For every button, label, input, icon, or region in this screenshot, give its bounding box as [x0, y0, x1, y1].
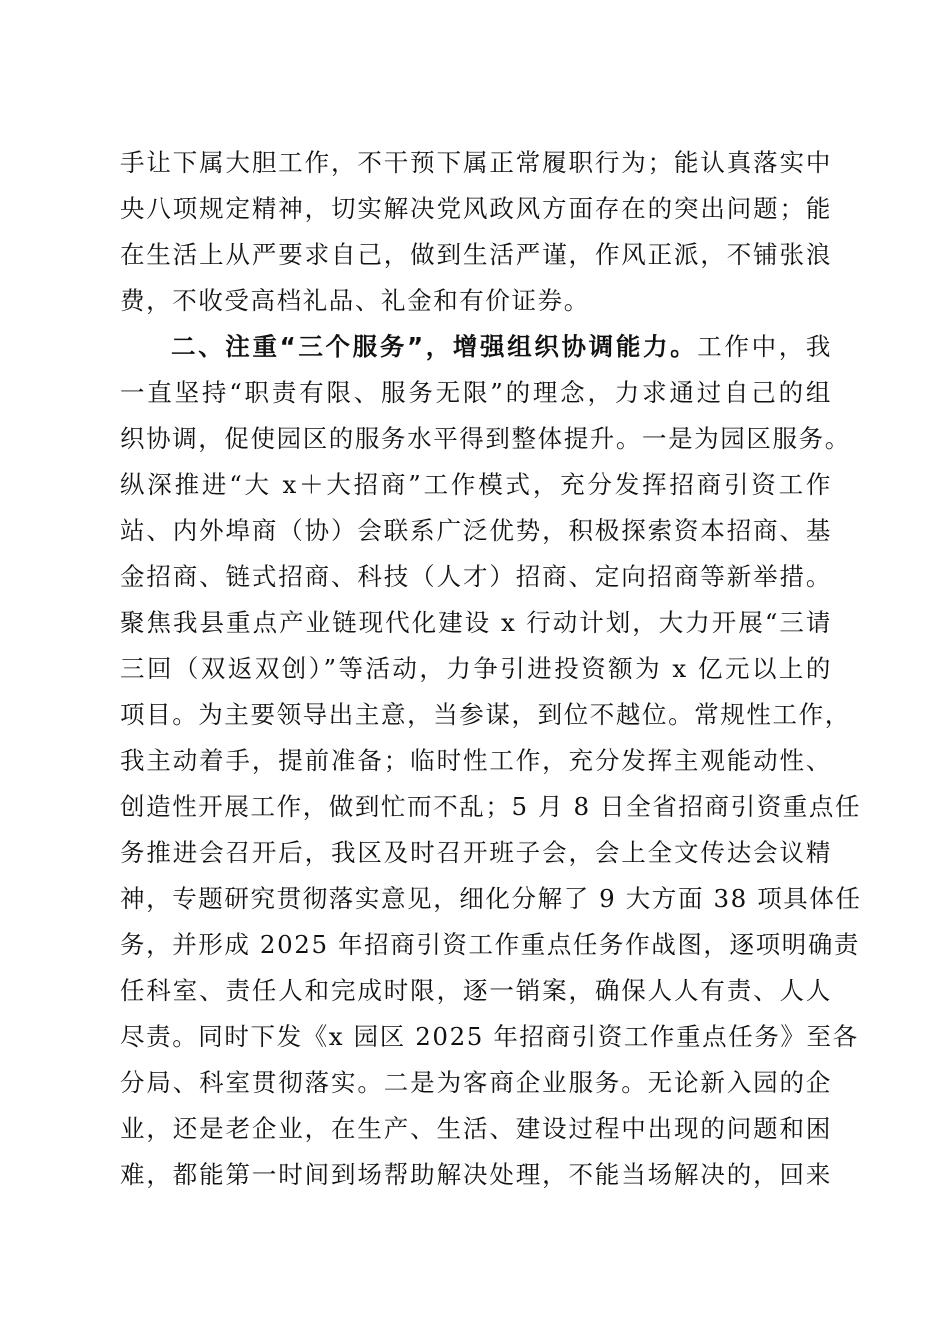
paragraph-2-line-16: 尽责。同时下发《x 园区 2025 年招商引资工作重点任务》至各 [120, 1022, 859, 1051]
paragraph-2-line-17: 分局、科室贯彻落实。二是为客商企业服务。无论新入园的企 [120, 1068, 832, 1097]
paragraph-1-line-3: 在生活上从严要求自己，做到生活严谨，作风正派，不铺张浪 [120, 240, 832, 269]
paragraph-2-line-9: 项目。为主要领导出主意，当参谋，到位不越位。常规性工作， [120, 700, 851, 729]
paragraph-2-first-line-text: 工作中，我 [697, 332, 833, 361]
paragraph-2-line-5: 站、内外埠商（协）会联系广泛优势，积极探索资本招商、基 [120, 516, 832, 545]
paragraph-2-line-19: 难，都能第一时间到场帮助解决处理，不能当场解决的，回来 [120, 1160, 832, 1189]
paragraph-2-line-8: 三回（双返双创）”等活动，力争引进投资额为 x 亿元以上的 [120, 654, 832, 683]
paragraph-2-line-13: 神，专题研究贯彻落实意见，细化分解了 9 大方面 38 项具体任 [120, 884, 862, 913]
paragraph-1-line-1: 手让下属大胆工作，不干预下属正常履职行为；能认真落实中 [120, 148, 832, 177]
paragraph-2-line-6: 金招商、链式招商、科技（人才）招商、定向招商等新举措。 [120, 562, 832, 591]
paragraph-2-first-line [120, 324, 832, 370]
paragraph-2-line-15: 任科室、责任人和完成时限，逐一销案，确保人人有责、人人 [120, 976, 832, 1005]
document-body [120, 140, 862, 1198]
paragraph-2-line-11: 创造性开展工作，做到忙而不乱；5 月 8 日全省招商引资重点任 [120, 792, 862, 821]
paragraph-2-line-14: 务，并形成 2025 年招商引资工作重点任务作战图，逐项明确责 [120, 930, 861, 959]
paragraph-2-line-10: 我主动着手，提前准备；临时性工作，充分发挥主观能动性、 [120, 746, 832, 775]
paragraph-1-line-4: 费，不收受高档礼品、礼金和有价证券。 [120, 286, 590, 315]
paragraph-2-line-7: 聚焦我县重点产业链现代化建设 x 行动计划，大力开展“三请 [120, 608, 832, 637]
paragraph-2-line-3: 织协调，促使园区的服务水平得到整体提升。一是为园区服务。 [120, 424, 851, 453]
paragraph-2-line-18: 业，还是老企业，在生产、生活、建设过程中出现的问题和困 [120, 1114, 832, 1143]
paragraph-2-line-4: 纵深推进“大 x＋大招商”工作模式，充分发挥招商引资工作 [120, 470, 832, 499]
paragraph-2-line-12: 务推进会召开后，我区及时召开班子会，会上全文传达会议精 [120, 838, 832, 867]
paragraph-1-line-2: 央八项规定精神，切实解决党风政风方面存在的突出问题；能 [120, 194, 832, 223]
paragraph-2-line-2: 一直坚持“职责有限、服务无限”的理念，力求通过自己的组 [120, 378, 832, 407]
section-heading: 二、注重“三个服务”，增强组织协调能力。 [171, 332, 698, 361]
